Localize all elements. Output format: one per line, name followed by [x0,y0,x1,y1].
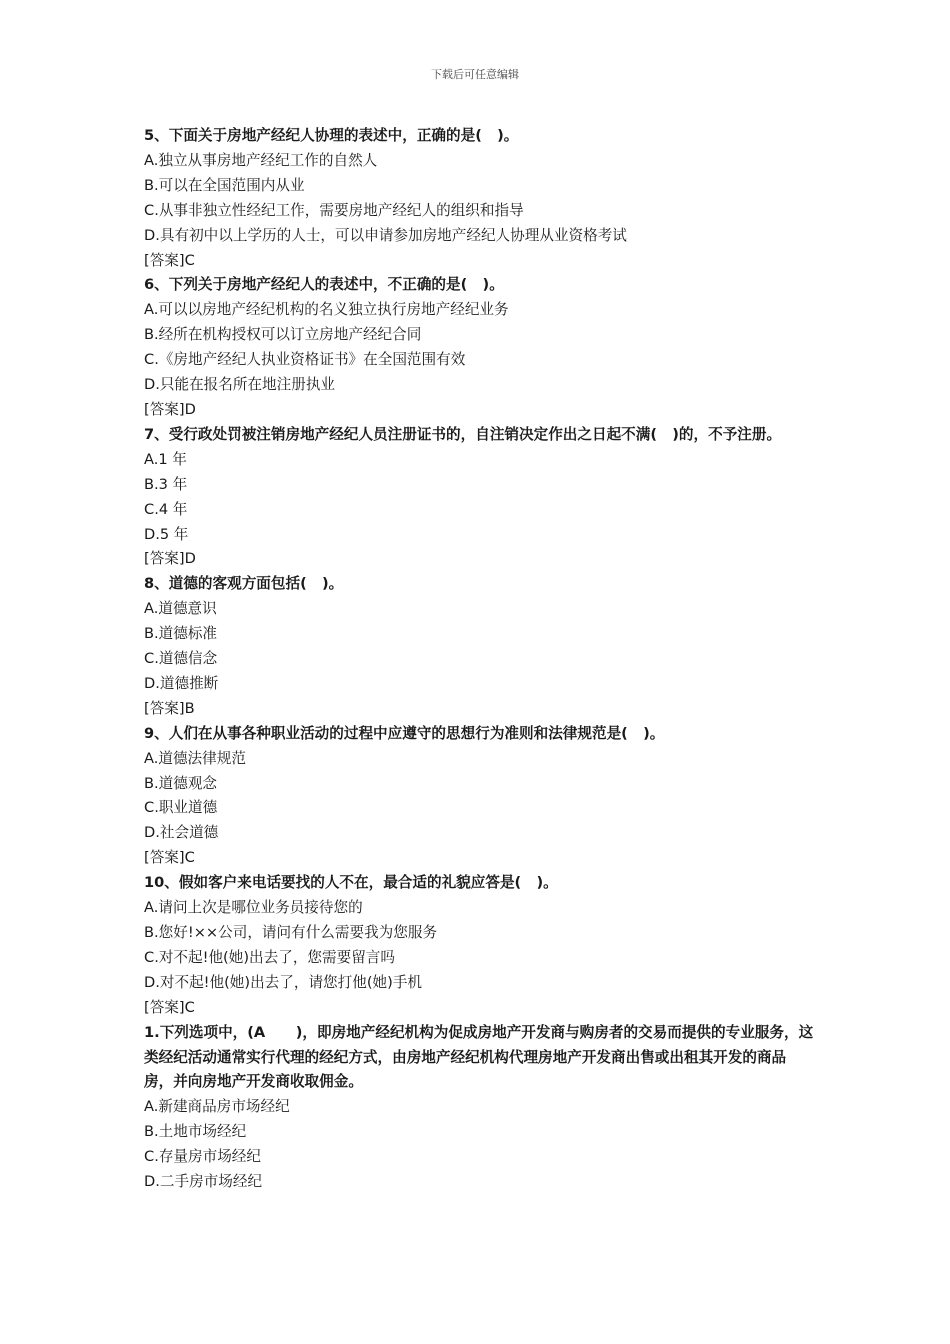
page-header: 下载后可任意编辑 [431,68,519,81]
option-text: B.土地市场经纪 [144,1123,247,1141]
option-text: B.3 年 [144,475,188,493]
answer-text: [答案]D [144,550,196,568]
option-text: D.5 年 [144,525,189,543]
option-text: B.道德观念 [144,774,218,792]
option-text: A.独立从事房地产经纪工作的自然人 [144,151,378,169]
option-text: D.社会道德 [144,824,219,842]
option-text: A.请问上次是哪位业务员接待您的 [144,899,363,917]
question-block [144,423,814,572]
option-text: D.对不起!他(她)出去了，请您打他(她)手机 [144,973,423,991]
option-text: B.经所在机构授权可以订立房地产经纪合同 [144,326,422,344]
answer-text: [答案]C [144,251,195,269]
answer-text: [答案]C [144,849,195,867]
question-text: 6、下列关于房地产经纪人的表述中，不正确的是( )。 [144,276,504,294]
option-text: A.道德法律规范 [144,749,246,767]
question-block [144,273,814,422]
answer-text: [答案]B [144,699,195,717]
option-text: C.职业道德 [144,799,218,817]
question-block [144,1021,814,1195]
option-text: B.您好!××公司，请问有什么需要我为您服务 [144,924,438,941]
document-body [144,124,814,1195]
question-block [144,871,814,1020]
option-text: C.4 年 [144,500,188,518]
option-text: D.只能在报名所在地注册执业 [144,376,336,394]
answer-text: [答案]C [144,998,195,1016]
question-block [144,572,814,721]
question-text: 1.下列选项中，(A )，即房地产经纪机构为促成房地产开发商与购房者的交易而提供的专业服务，这类经纪活动通常实行代理的经纪方式，由房地产经纪机构代理房地产开发商出售或出租其开发的商品房，并向房地产开发商收取佣金。 [144,1023,814,1091]
option-text: A.1 年 [144,450,187,468]
option-text: A.新建商品房市场经纪 [144,1098,290,1116]
option-text: C.道德信念 [144,650,218,668]
question-block [144,722,814,871]
question-text: 9、人们在从事各种职业活动的过程中应遵守的思想行为准则和法律规范是( )。 [144,724,665,742]
option-text: B.可以在全国范围内从业 [144,176,305,194]
option-text: A.可以以房地产经纪机构的名义独立执行房地产经纪业务 [144,301,509,319]
option-text: D.二手房市场经纪 [144,1173,263,1191]
question-text: 5、下面关于房地产经纪人协理的表述中，正确的是( )。 [144,127,519,144]
answer-text: [答案]D [144,400,196,418]
option-text: A.道德意识 [144,600,217,618]
option-text: B.道德标准 [144,625,218,643]
option-text: D.具有初中以上学历的人士，可以申请参加房地产经纪人协理从业资格考试 [144,226,627,244]
option-text: C.从事非独立性经纪工作，需要房地产经纪人的组织和指导 [144,201,524,219]
option-text: C.存量房市场经纪 [144,1148,261,1166]
option-text: C.《房地产经纪人执业资格证书》在全国范围有效 [144,351,466,369]
option-text: C.对不起!他(她)出去了，您需要留言吗 [144,948,395,966]
question-text: 8、道德的客观方面包括( )。 [144,575,344,593]
question-block [144,124,814,273]
option-text: D.道德推断 [144,674,219,692]
question-text: 7、受行政处罚被注销房地产经纪人员注册证书的，自注销决定作出之日起不满( )的，不予注册。 [144,425,782,443]
question-text: 10、假如客户来电话要找的人不在，最合适的礼貌应答是( )。 [144,874,558,892]
